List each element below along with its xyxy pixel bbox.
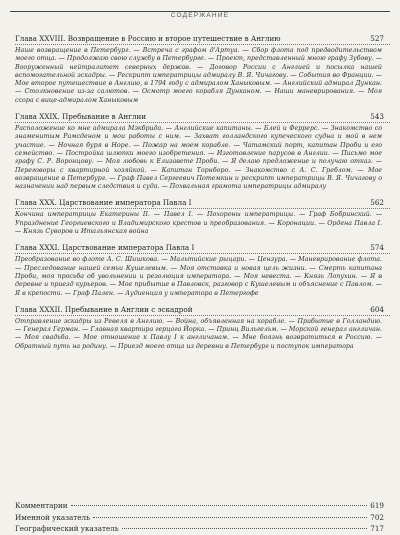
chapter-rule (15, 315, 390, 316)
toc-chapter (10, 243, 390, 297)
dot-leader (93, 517, 367, 518)
toc-chapter (10, 305, 390, 351)
chapter-summary: Расположение ко мне адмирала Мэкбрида. — Английские капитаны. — Блей и Феррерс. — Знакомство со знаменитым Рамсденом и мои работы с ним. — Захват голландского купеческого судна и мой в нем участие. — Ночная буря в Норе. — Пожар на моем корабле. — Чатамский порт, капитан Проби и его семейство. — Постройка шлюпки моего изобретения. — Изготовление парусов в Англии. — Письмо мое графу С. Р. Воронцову. — Моя любовь к Елизавете Проби. — Я делаю предложение и получаю отказ. — Переговоры с квартирной хозяйкой. — Капитан Торнборо. — Знакомство с А. С. Греблом. — Мое возвращение в Петербург. — Граф Павел Сергеевич Потемкин и рескрипт императрицы В. Я. Чичагову о назначении над первым следствия и суда. — Похвальная грамота императрицы адмиралу (15, 125, 382, 191)
chapter-heading (10, 34, 390, 43)
toc-chapter (10, 112, 390, 191)
chapter-summary: Преобразование во флоте А. С. Шишкова. — Мальтийские рыцари. — Цензура. — Маневрирование флота. — Преследование нашей семьи Кушелевым. — Моя отставка и новая цель жизни. — Смерть капитана Проби, моя просьба об увольнении и резолюция императора. — Моя невеста. — Князь Лопухин. — Я в деревне и приезд курьеров. — Мое прибытие в Павловск, разговор с Кушелевым и объяснение с Павлом. — Я в крепости. — Граф Пален. — Аудиенция у императора в Петергофе (15, 256, 382, 297)
chapter-title: Глава XXXII. Пребывание в Англии с эскадрой (15, 304, 193, 314)
chapter-rule (15, 122, 390, 123)
chapter-rule (15, 208, 390, 209)
toc-entry (10, 500, 390, 512)
toc-back-matter (10, 500, 390, 535)
entry-label: Географический указатель (15, 524, 119, 533)
dot-leader (71, 505, 368, 506)
chapter-title: Глава XXVIII. Возвращение в Россию и второе путешествие в Англию (15, 34, 281, 43)
table-of-contents (10, 34, 390, 358)
entry-page: 619 (370, 501, 384, 510)
chapter-title: Глава XXIX. Пребывание в Англии (15, 112, 147, 122)
chapter-page: 543 (370, 112, 384, 122)
header-rule (10, 11, 390, 12)
entry-page: 702 (370, 512, 384, 522)
entry-label: Именной указатель (15, 512, 91, 522)
toc-chapter (10, 34, 390, 105)
chapter-rule (15, 253, 390, 254)
entry-label: Комментарии (15, 501, 68, 510)
chapter-summary: Отправление эскадры из Ревеля в Англию. — Война, объявленная на корабле. — Прибытие в Голландию. — Генерал Герман. — Главная квартира герцога Йорка. — Принц Вильгельм. — Морской генерал англичан. — Моя свадьба. — Мое отношение к Павлу I к англичанам. — Мне боязнь возвратиться в Россию. — Обратный путь на родину. — Приезд моего отца из деревни в Петербург и поступок императора (15, 317, 382, 350)
toc-entry (10, 512, 390, 524)
chapter-heading (10, 305, 390, 314)
dot-leader (122, 528, 368, 529)
chapter-title: Глава XXXI. Царствование императора Павла I (15, 243, 195, 253)
header-title: СОДЕРЖАНИЕ (170, 12, 230, 19)
chapter-heading (10, 198, 390, 207)
chapter-page: 574 (370, 243, 384, 253)
chapter-heading (10, 112, 390, 121)
toc-chapter (10, 198, 390, 236)
chapter-heading (10, 243, 390, 252)
chapter-page: 604 (370, 304, 384, 314)
chapter-title: Глава XXX. Царствование императора Павла I (15, 198, 192, 208)
chapter-summary: Кончина императрицы Екатерины II. — Павел I. — Похороны императрицы. — Граф Бобринский. — Упразднение Георгиевского и Владимирского крестов и преобразования. — Коронации. — Ордена Павла I. — Князь Суворов и Итальянская война (15, 211, 382, 236)
running-header (0, 0, 400, 19)
chapter-rule (15, 44, 390, 45)
chapter-summary: Наше возвращение в Петербург. — Встреча с графом д'Артуа. — Сбор флота под предводительством моего отца. — Продолжаю свою службу в Петербурге. — Проект, представленный мною графу Зубову. — Вооруженный нейтралитет северных держав. — Договор России с Англией и посылка нашей вспомогательной эскадры. — Рескрипт императрицы адмиралу В. Я. Чичагову. — События во Франции. — Мое второе путешествие в Англию, в 1794 году с адмиралом Ханыковым. — Английский адмирал Дункан. — Столкновение из-за салютов. — Осмотр моего корабля Дунканом. — Наши маневрирования. — Моя ссора с вице-адмиралом Ханыковым (15, 47, 383, 104)
chapter-page: 527 (370, 34, 384, 43)
chapter-page: 562 (370, 198, 384, 208)
entry-page: 717 (370, 524, 384, 533)
